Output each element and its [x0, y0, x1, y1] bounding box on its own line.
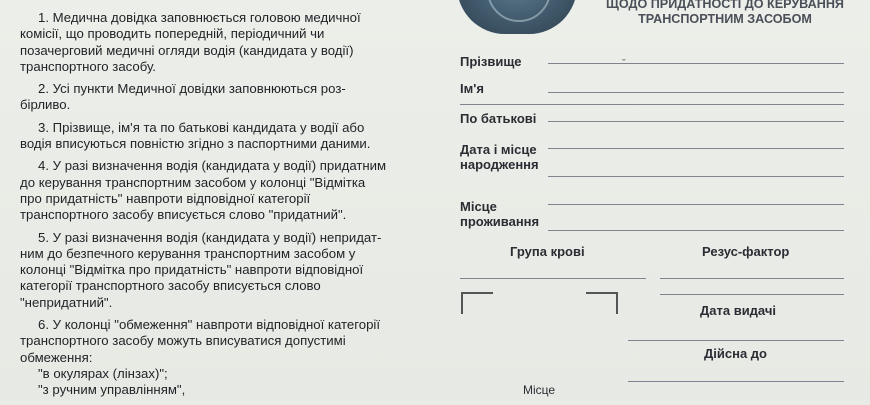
- valid-until-label: Дійсна до: [704, 346, 767, 361]
- rh-factor-line[interactable]: [660, 278, 844, 279]
- birth-label-line: Дата і місце: [460, 142, 537, 157]
- issue-date-label: Дата видачі: [700, 303, 777, 318]
- instruction-line: обмеження:: [20, 349, 93, 365]
- birth-line-1[interactable]: [548, 148, 844, 149]
- name-line[interactable]: [548, 92, 844, 93]
- blood-group-label: Група крові: [510, 244, 585, 259]
- form-title-line: ЩОДО ПРИДАТНОСТІ ДО КЕРУВАННЯ: [606, 0, 844, 11]
- patronymic-label: По батькові: [460, 111, 537, 126]
- instruction-line: ним до безпечного керування транспортним засобом у: [20, 245, 356, 261]
- instruction-3: [20, 120, 420, 153]
- valid-until-line[interactable]: [628, 381, 844, 382]
- instruction-line: колонці "Відмітка про придатність" навпроти відповідної: [20, 262, 364, 278]
- rh-factor-label: Резус-фактор: [702, 244, 790, 259]
- photo-corner-right-icon: [586, 292, 618, 314]
- instruction-line: водія вписуються повністю згідно з паспортними даними.: [20, 136, 371, 152]
- birth-line-2[interactable]: [548, 176, 844, 177]
- residence-line-2[interactable]: [548, 230, 844, 231]
- instruction-5: [20, 230, 420, 311]
- name-label: Ім'я: [460, 81, 484, 96]
- instruction-line: 1. Медична довідка заповнюється головою медичної: [38, 10, 361, 25]
- instruction-line: 6. У колонці "обмеження" навпроти відповідної категорії: [38, 317, 381, 333]
- instruction-line: 5. У разі визначення водія (кандидата у водії) непридат-: [38, 229, 382, 245]
- pen-mark: ˇ: [622, 58, 626, 70]
- instruction-line: "непридатний".: [20, 294, 113, 310]
- patronymic-line[interactable]: [548, 121, 844, 122]
- instruction-line: 4. У разі визначення водія (кандидата у водії) придатним: [38, 158, 387, 174]
- surname-line-1[interactable]: [548, 63, 844, 64]
- birth-label-line: народження: [460, 157, 539, 172]
- instruction-line: 2. Усі пункти Медичної довідки заповнюються роз-: [38, 81, 346, 97]
- instruction-line: "в окулярах (лінзах)";: [38, 365, 168, 381]
- issue-date-line[interactable]: [628, 340, 844, 341]
- residence-line-1[interactable]: [548, 204, 844, 205]
- instruction-line: "з ручним управлінням",: [38, 382, 186, 398]
- instruction-1: [20, 10, 420, 75]
- instruction-line: про придатність" навпроти відповідної категорії: [20, 190, 311, 206]
- surname-label: Прізвище: [460, 54, 522, 69]
- instruction-line: комісії, що проводить попередній, періодичний чи: [20, 26, 325, 42]
- hologram-seal-icon: [457, 0, 577, 34]
- residence-label-line: Місце: [460, 199, 497, 214]
- photo-corner-left-icon: [461, 292, 493, 314]
- instruction-4: [20, 158, 420, 223]
- instruction-line: до керування транспортним засобом у колонці "Відмітка: [20, 174, 366, 190]
- birth-label: [460, 142, 539, 172]
- spare-line[interactable]: [460, 104, 844, 105]
- issue-date-top-line: [660, 294, 844, 295]
- place-label: Місце: [523, 383, 556, 397]
- instruction-6: [20, 317, 420, 398]
- form-title: [595, 0, 855, 27]
- instruction-line: категорії транспортного засобу вписується слово: [20, 278, 321, 294]
- instruction-line: бірливо.: [20, 97, 71, 113]
- blood-group-line[interactable]: [460, 278, 646, 279]
- instruction-line: транспортного засобу.: [20, 58, 156, 74]
- instruction-line: транспортного засобу вписується слово "придатний".: [20, 207, 347, 223]
- instruction-line: транспортного засобу можуть вписуватися допустимі: [20, 333, 346, 349]
- residence-label-line: проживання: [460, 214, 540, 229]
- instruction-line: позачерговий медичні огляди водія (кандидата у водії): [20, 42, 354, 58]
- form-title-line: ТРАНСПОРТНИМ ЗАСОБОМ: [638, 12, 812, 26]
- instruction-2: [20, 81, 420, 114]
- residence-label: [460, 199, 539, 229]
- instructions-column: [20, 10, 420, 405]
- instruction-line: 3. Прізвище, ім'я та по батькові кандидата у водії або: [38, 119, 365, 135]
